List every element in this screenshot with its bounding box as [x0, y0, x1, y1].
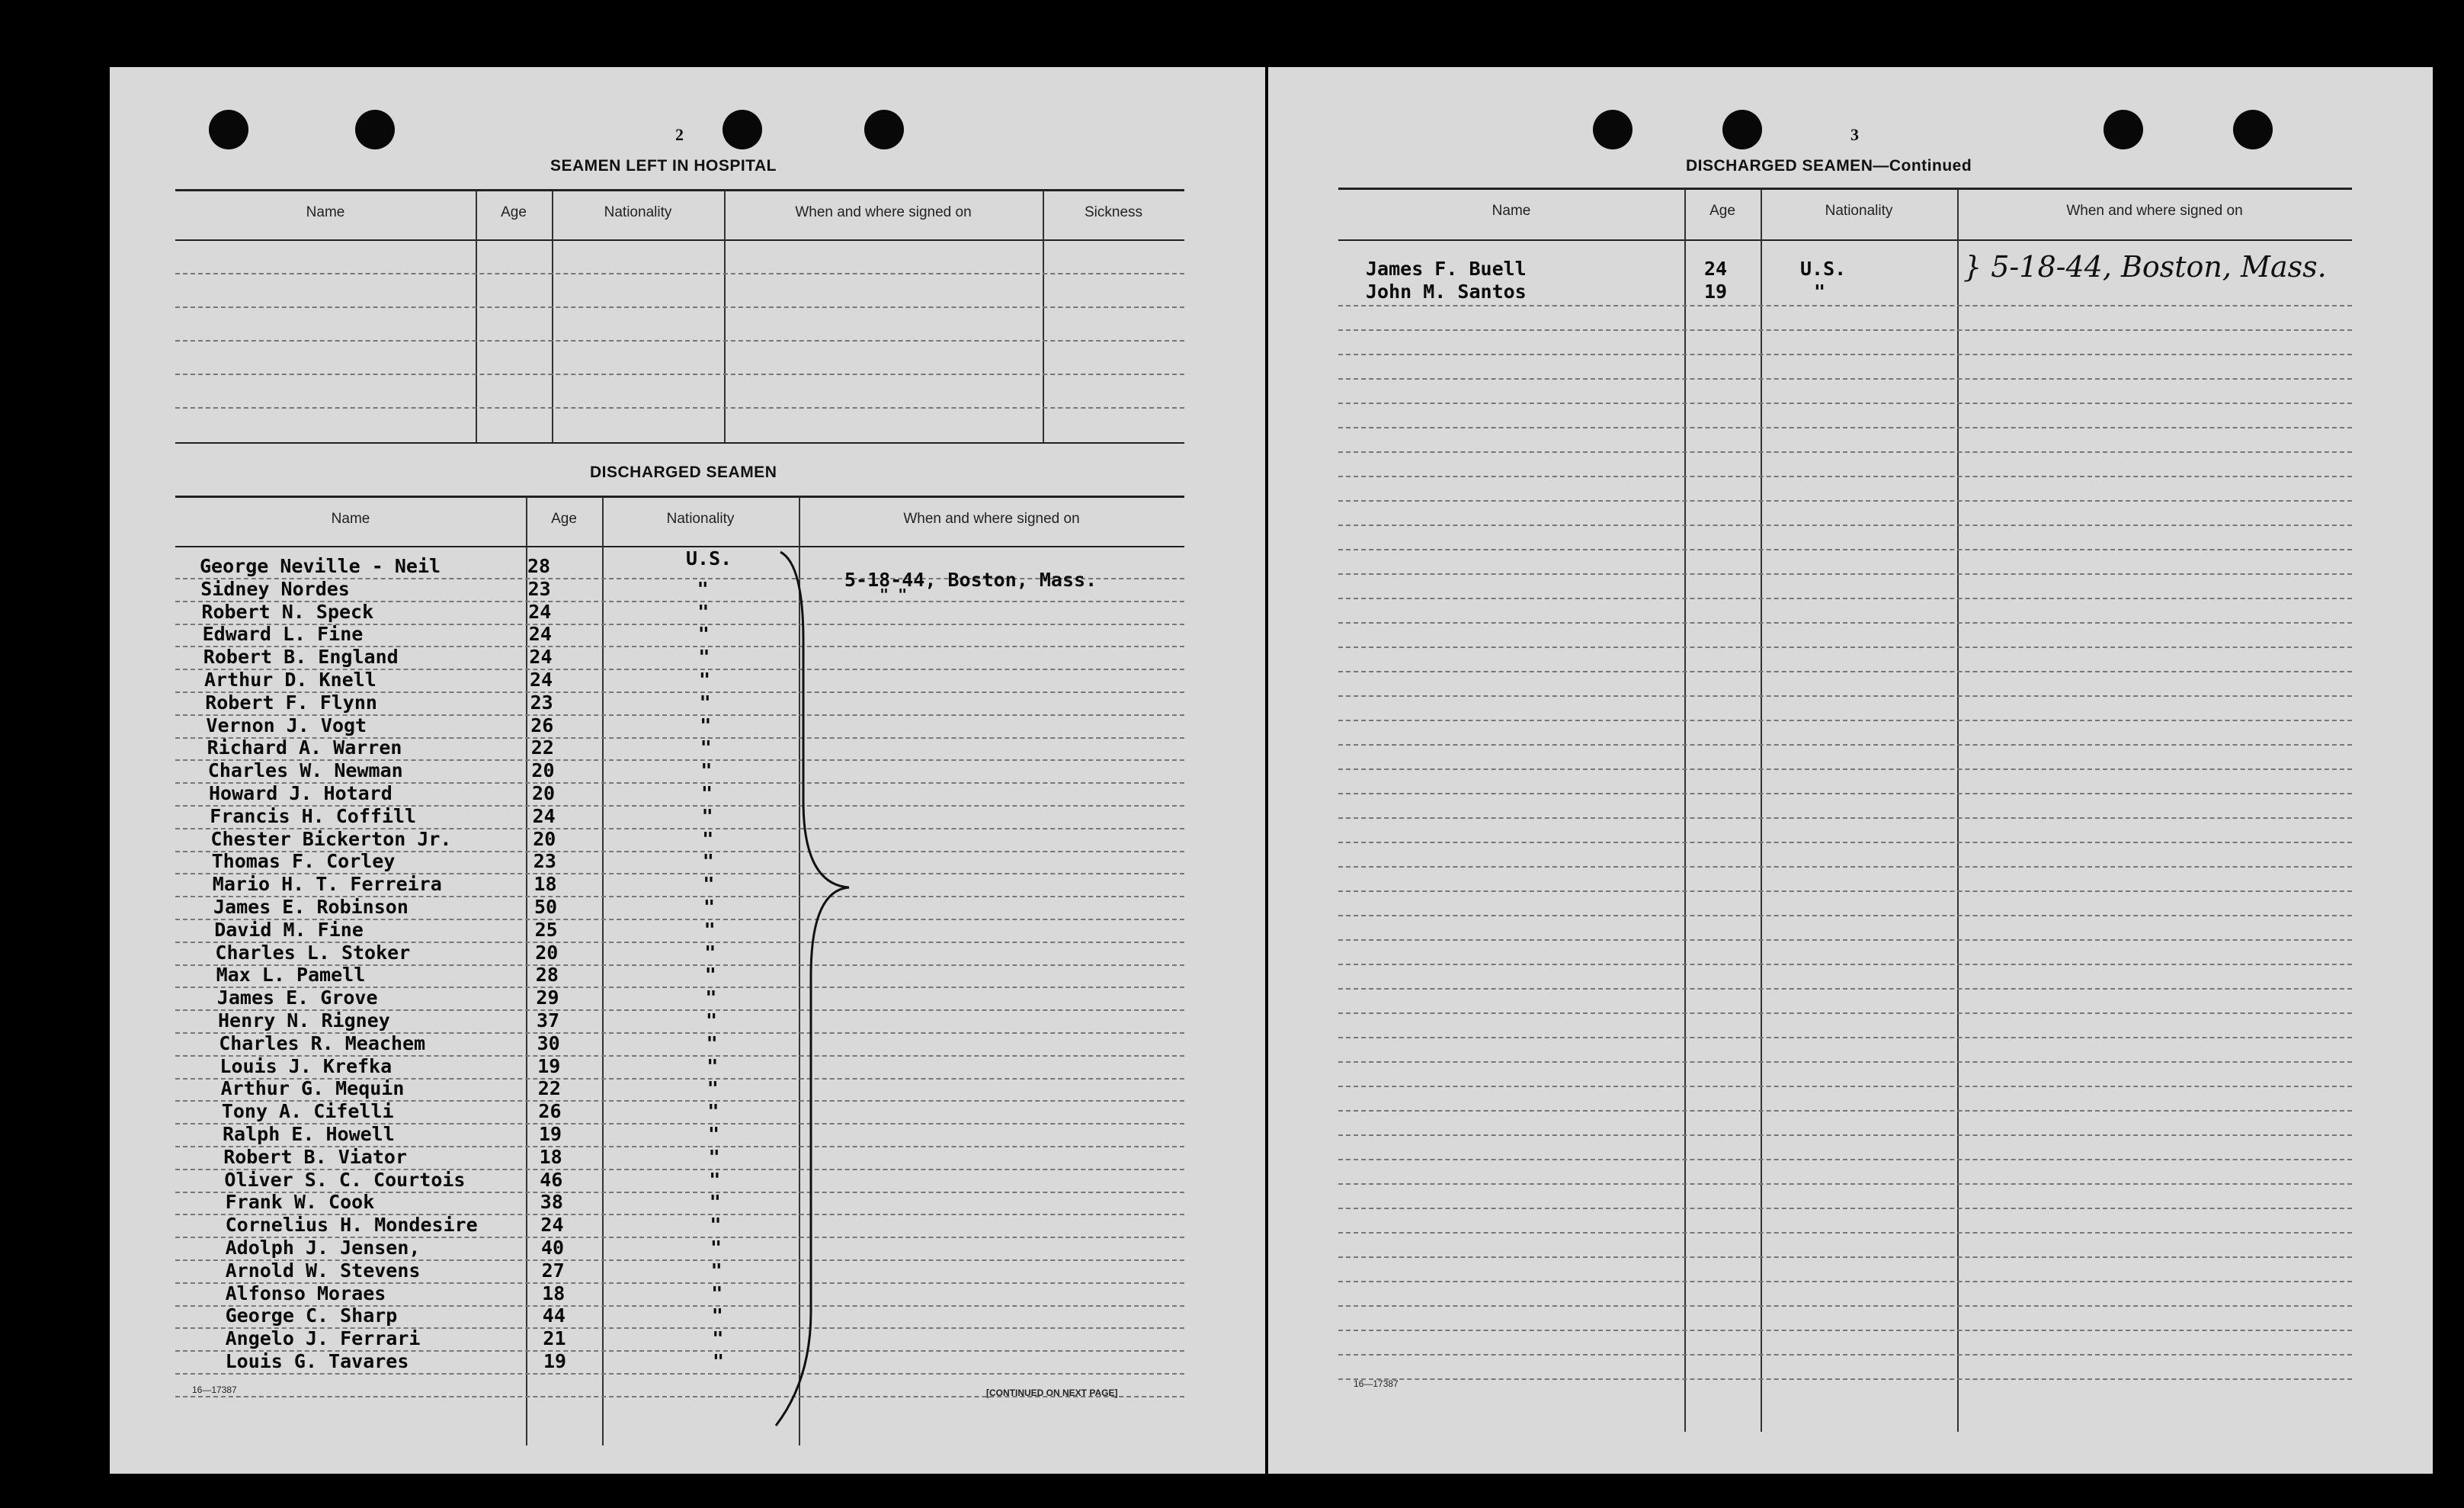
seaman-name: John M. Santos: [1366, 281, 1527, 303]
nationality-ditto: ": [707, 1054, 719, 1077]
seaman-age: 29: [536, 987, 559, 1009]
ruled-line: [1338, 500, 2352, 502]
nationality-ditto: ": [710, 1237, 723, 1259]
column-header-name: Name: [306, 204, 345, 220]
seaman-age: 38: [540, 1191, 563, 1214]
seaman-name: Edward L. Fine: [202, 623, 364, 646]
seaman-age: 19: [543, 1350, 567, 1372]
ruled-line: [1338, 744, 2352, 746]
ruled-line: [1338, 549, 2352, 550]
seaman-name: Ralph E. Howell: [223, 1123, 395, 1145]
ruled-line: [1338, 1061, 2352, 1063]
seaman-age: 24: [540, 1214, 564, 1237]
seaman-name: Louis G. Tavares: [225, 1350, 409, 1372]
seaman-name: Arnold W. Stevens: [225, 1259, 421, 1282]
seaman-age: 18: [542, 1282, 566, 1304]
seaman-age: 19: [539, 1123, 562, 1145]
page-number: 3: [1850, 125, 1859, 144]
ruled-line: [1338, 1110, 2352, 1112]
nationality-ditto: ": [699, 691, 711, 714]
discharged-section-title: DISCHARGED SEAMEN: [590, 464, 777, 481]
seaman-age: 30: [537, 1032, 560, 1054]
nationality-ditto: ": [700, 736, 712, 759]
seaman-age: 24: [528, 600, 552, 623]
seaman-name: Francis H. Coffill: [210, 804, 417, 827]
nationality-ditto: ": [708, 1123, 720, 1145]
nationality-ditto: ": [701, 782, 713, 804]
seaman-name: Adolph J. Jensen,: [225, 1237, 421, 1259]
seaman-name: Thomas F. Corley: [211, 850, 396, 873]
nationality-ditto: ": [703, 873, 715, 896]
nationality-ditto: ": [701, 804, 713, 827]
seaman-name: George Neville - Neil: [200, 555, 441, 577]
column-divider: [602, 497, 604, 1445]
column-divider: [1043, 191, 1044, 442]
ruled-line: [1338, 329, 2352, 331]
punch-hole: [355, 110, 395, 149]
seaman-name: Arthur D. Knell: [204, 669, 376, 691]
seaman-age: 28: [527, 555, 551, 577]
seaman-age: 50: [534, 896, 558, 918]
brace-mark: [773, 549, 864, 1433]
seaman-age: 44: [542, 1304, 566, 1327]
nationality-ditto: ": [710, 1259, 723, 1282]
ruled-line: [175, 340, 1184, 342]
seaman-age: 19: [1704, 281, 1728, 303]
column-header-signed-on: When and where signed on: [795, 204, 972, 220]
nationality-ditto: ": [700, 714, 712, 736]
column-divider: [1957, 189, 1959, 1432]
left-page: [110, 67, 1265, 1474]
seaman-age: 18: [533, 873, 557, 896]
nationality-ditto: ": [713, 1350, 725, 1372]
seaman-name: Robert N. Speck: [201, 600, 374, 623]
seaman-name: Alfonso Moraes: [225, 1282, 386, 1304]
nationality-ditto: ": [710, 1214, 722, 1237]
ruled-line: [1338, 378, 2352, 380]
seaman-age: 23: [530, 691, 553, 714]
column-divider: [1761, 189, 1762, 1432]
ruled-line: [1338, 842, 2352, 843]
seaman-name: Sidney Nordes: [200, 577, 350, 600]
column-header-age: Age: [551, 511, 577, 527]
seaman-age: 18: [539, 1145, 562, 1168]
ruled-line: [175, 1373, 1184, 1375]
form-number: 16—17387: [192, 1384, 237, 1395]
punch-hole: [2104, 110, 2143, 149]
seaman-name: George C. Sharp: [225, 1304, 398, 1327]
ruled-line: [1338, 671, 2352, 672]
column-header-age: Age: [501, 204, 527, 220]
nationality-ditto: ": [703, 896, 716, 918]
ruled-line: [1338, 451, 2352, 453]
seaman-name: Frank W. Cook: [225, 1191, 375, 1214]
column-divider: [1684, 189, 1686, 1432]
column-header-name: Name: [1492, 203, 1531, 219]
section-title: DISCHARGED SEAMEN—Continued: [1686, 157, 1972, 175]
ruled-line: [1338, 939, 2352, 941]
table-rule: [175, 546, 1184, 547]
column-header-signed-on: When and where signed on: [903, 511, 1080, 527]
nationality-ditto: ": [704, 964, 716, 987]
ruled-line: [175, 407, 1184, 409]
ruled-line: [1338, 964, 2352, 965]
ruled-line: [1338, 1183, 2352, 1185]
column-header-nationality: Nationality: [666, 511, 735, 527]
ruled-line: [1338, 1354, 2352, 1356]
seaman-name: David M. Fine: [214, 918, 364, 941]
nationality-ditto: ": [706, 1032, 718, 1054]
ruled-line: [1338, 1330, 2352, 1331]
seaman-name: Tony A. Cifelli: [221, 1100, 394, 1123]
nationality-ditto: ": [709, 1168, 721, 1191]
punch-hole: [1722, 110, 1762, 149]
ruled-line: [1338, 1232, 2352, 1234]
seaman-age: 28: [535, 964, 559, 987]
table-rule: [175, 189, 1184, 191]
ruled-line: [175, 273, 1184, 274]
seaman-name: James F. Buell: [1366, 258, 1527, 280]
seaman-name: Chester Bickerton Jr.: [210, 827, 452, 850]
punch-hole: [864, 110, 904, 149]
ruled-line: [175, 374, 1184, 375]
page-number: 2: [675, 125, 684, 144]
ruled-line: [1338, 1086, 2352, 1087]
seaman-name: Louis J. Krefka: [219, 1054, 393, 1077]
seaman-age: 40: [541, 1237, 565, 1259]
ruled-line: [1338, 817, 2352, 819]
seaman-age: 22: [530, 736, 554, 759]
ruled-line: [1338, 476, 2352, 477]
seaman-name: Arthur G. Mequin: [220, 1077, 405, 1100]
ruled-line: [1338, 988, 2352, 990]
column-divider: [552, 191, 553, 442]
ruled-line: [1338, 1256, 2352, 1258]
nationality-ditto: ": [709, 1191, 721, 1214]
nationality-ditto: ": [704, 941, 716, 964]
form-number: 16—17387: [1354, 1378, 1399, 1389]
ruled-line: [1338, 647, 2352, 648]
ruled-line: [1338, 354, 2352, 355]
continued-note: [CONTINUED ON NEXT PAGE]: [986, 1388, 1118, 1398]
nationality-ditto: ": [712, 1327, 724, 1350]
ruled-line: [1338, 1159, 2352, 1160]
seaman-age: 25: [534, 918, 558, 941]
seaman-name: Vernon J. Vogt: [206, 714, 367, 736]
nationality-cell: U.S.: [1800, 258, 1847, 280]
punch-hole: [723, 110, 762, 149]
seaman-age: 24: [1704, 258, 1728, 280]
column-header-signed-on: When and where signed on: [2066, 203, 2243, 219]
punch-hole: [2233, 110, 2273, 149]
seaman-name: James E. Grove: [216, 987, 378, 1009]
ruled-line: [1338, 1378, 2352, 1380]
nationality-ditto: ": [702, 850, 714, 873]
ruled-line: [1338, 1037, 2352, 1038]
seaman-name: Robert B. England: [203, 646, 399, 669]
punch-hole: [209, 110, 248, 149]
seaman-name: Robert F. Flynn: [205, 691, 377, 714]
ruled-line: [175, 306, 1184, 308]
ruled-line: [1338, 1305, 2352, 1307]
nationality-ditto: ": [697, 623, 710, 646]
nationality-ditto: ": [711, 1304, 723, 1327]
ruled-line: [1338, 598, 2352, 599]
nationality-ditto: ": [703, 918, 716, 941]
seaman-age: 24: [532, 804, 556, 827]
seaman-name: James E. Robinson: [213, 896, 409, 918]
signed-on-cell: 5-18-44, Boston, Mass.: [844, 569, 1097, 591]
seaman-name: Howard J. Hotard: [209, 782, 393, 804]
nationality-ditto: ": [707, 1100, 719, 1123]
column-divider: [724, 191, 726, 442]
column-divider: [526, 497, 527, 1445]
nationality-ditto: ": [706, 1009, 718, 1032]
ruled-line: [1338, 622, 2352, 624]
column-header-nationality: Nationality: [1825, 203, 1893, 219]
seaman-name: Angelo J. Ferrari: [225, 1327, 421, 1350]
signed-on-ditto: " ": [880, 586, 908, 604]
nationality-cell: ": [1814, 281, 1826, 303]
seaman-age: 20: [531, 759, 555, 782]
ruled-line: [1338, 305, 2352, 306]
nationality-ditto: ": [700, 759, 713, 782]
nationality-ditto: ": [697, 600, 710, 623]
ruled-line: [1338, 403, 2352, 404]
ruled-line: [1338, 1281, 2352, 1282]
seaman-age: 24: [530, 669, 553, 691]
nationality-ditto: ": [705, 987, 717, 1009]
table-rule: [1338, 188, 2352, 190]
seaman-age: 37: [537, 1009, 560, 1032]
seaman-age: 19: [537, 1054, 561, 1077]
ruled-line: [1338, 1012, 2352, 1014]
seaman-age: 22: [537, 1077, 561, 1100]
ruled-line: [1338, 1134, 2352, 1136]
nationality-ditto: ": [697, 577, 709, 600]
ruled-line: [1338, 1208, 2352, 1209]
ruled-line: [1338, 427, 2352, 428]
nationality-ditto: ": [711, 1282, 723, 1304]
table-rule: [175, 239, 1184, 241]
ruled-line: [1338, 915, 2352, 916]
seaman-age: 21: [543, 1327, 566, 1350]
seaman-age: 23: [533, 850, 556, 873]
seaman-age: 24: [529, 646, 553, 669]
column-header-name: Name: [331, 511, 370, 527]
seaman-age: 26: [538, 1100, 562, 1123]
column-header-sickness: Sickness: [1084, 204, 1143, 220]
seaman-name: Robert B. Viator: [223, 1145, 408, 1168]
ruled-line: [1338, 768, 2352, 770]
handwritten-signed-on: } 5-18-44, Boston, Mass.: [1963, 250, 2327, 284]
ruled-line: [1338, 866, 2352, 868]
seaman-age: 20: [535, 941, 559, 964]
seaman-name: Charles L. Stoker: [215, 941, 411, 964]
seaman-age: 20: [532, 782, 556, 804]
hospital-section-title: SEAMEN LEFT IN HOSPITAL: [550, 157, 777, 175]
seaman-age: 27: [541, 1259, 565, 1282]
ruled-line: [1338, 573, 2352, 575]
column-header-age: Age: [1709, 203, 1735, 219]
seaman-name: Richard A. Warren: [207, 736, 402, 759]
nationality-ditto: ": [707, 1077, 719, 1100]
table-rule: [175, 496, 1184, 498]
seaman-age: 24: [528, 623, 552, 646]
ruled-line: [1338, 695, 2352, 697]
punch-hole: [1593, 110, 1633, 149]
ruled-line: [1338, 890, 2352, 892]
seaman-age: 23: [527, 577, 551, 600]
seaman-age: 26: [530, 714, 554, 736]
seaman-age: 20: [533, 827, 556, 850]
column-header-nationality: Nationality: [604, 204, 672, 220]
table-rule: [175, 442, 1184, 444]
seaman-name: Max L. Pamell: [216, 964, 366, 987]
ruled-line: [1338, 793, 2352, 794]
seaman-name: Henry N. Rigney: [218, 1009, 390, 1032]
seaman-name: Mario H. T. Ferreira: [212, 873, 442, 896]
seaman-age: 46: [540, 1168, 563, 1191]
nationality-ditto: ": [702, 827, 714, 850]
nationality-ditto: ": [698, 646, 710, 669]
nationality-cell: U.S.: [686, 547, 732, 570]
seaman-name: Charles W. Newman: [207, 759, 403, 782]
seaman-name: Cornelius H. Mondesire: [225, 1214, 478, 1237]
right-page: [1268, 67, 2433, 1474]
ruled-line: [1338, 525, 2352, 526]
nationality-ditto: ": [699, 669, 711, 691]
table-rule: [1338, 239, 2352, 241]
nationality-ditto: ": [708, 1145, 720, 1168]
seaman-name: Charles R. Meachem: [219, 1032, 426, 1054]
ruled-line: [1338, 720, 2352, 721]
seaman-name: Oliver S. C. Courtois: [224, 1168, 466, 1191]
column-divider: [476, 191, 477, 442]
